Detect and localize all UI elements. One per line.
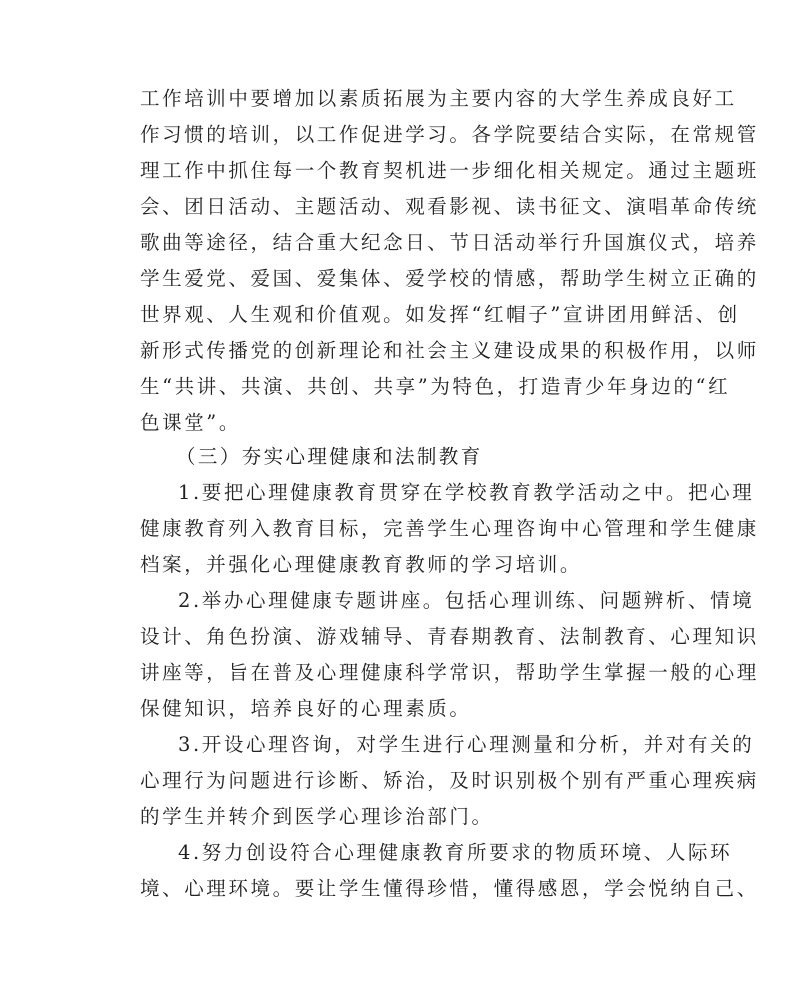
body-text-line: 世界观、人生观和价值观。如发挥“红帽子”宣讲团用鲜活、创 [140,303,740,326]
body-text-line: 新形式传播党的创新理论和社会主义建设成果的积极作用，以师 [140,339,759,362]
body-text-line: 理工作中抓住每一个教育契机进一步细化相关规定。通过主题班 [140,159,759,182]
body-text-line: 学生爱党、爱国、爱集体、爱学校的情感，帮助学生树立正确的 [140,267,759,290]
body-text-line: 保健知识，培养良好的心理素质。 [140,697,472,720]
body-text-line: 档案，并强化心理健康教育教师的学习培训。 [140,553,583,576]
body-text-line: 讲座等，旨在普及心理健康科学常识，帮助学生掌握一般的心理 [140,661,759,684]
body-text-line: 心理行为问题进行诊断、矫治，及时识别极个别有严重心理疾病 [140,769,759,792]
body-text-line: 歌曲等途径，结合重大纪念日、节日活动举行升国旗仪式，培养 [140,231,759,254]
body-text-line: 工作培训中要增加以素质拓展为主要内容的大学生养成良好工 [140,87,737,110]
body-text-line: 健康教育列入教育目标，完善学生心理咨询中心管理和学生健康 [140,517,759,540]
body-text-line: 的学生并转介到医学心理诊治部门。 [140,805,494,828]
section-heading: （三）夯实心理健康和法制教育 [176,445,483,468]
body-text-line: 会、团日活动、主题活动、观看影视、读书征文、演唱革命传统 [140,195,759,218]
paragraph-first-line: 1.要把心理健康教育贯穿在学校教育教学活动之中。把心理 [178,481,755,504]
paragraph-first-line: 2.举办心理健康专题讲座。包括心理训练、问题辨析、情境 [178,589,755,612]
body-text-line: 作习惯的培训，以工作促进学习。各学院要结合实际，在常规管 [140,123,759,146]
body-text-line: 设计、角色扮演、游戏辅导、青春期教育、法制教育、心理知识 [140,625,759,648]
paragraph-first-line: 4.努力创设符合心理健康教育所要求的物质环境、人际环 [178,841,733,864]
body-text-line: 色课堂”。 [140,411,241,434]
paragraph-first-line: 3.开设心理咨询，对学生进行心理测量和分析，并对有关的 [178,733,755,756]
body-text-line: 境、心理环境。要让学生懂得珍惜，懂得感恩，学会悦纳自己、 [140,877,759,900]
body-text-line: 生“共讲、共演、共创、共享”为特色，打造青少年身边的“红 [140,375,731,398]
